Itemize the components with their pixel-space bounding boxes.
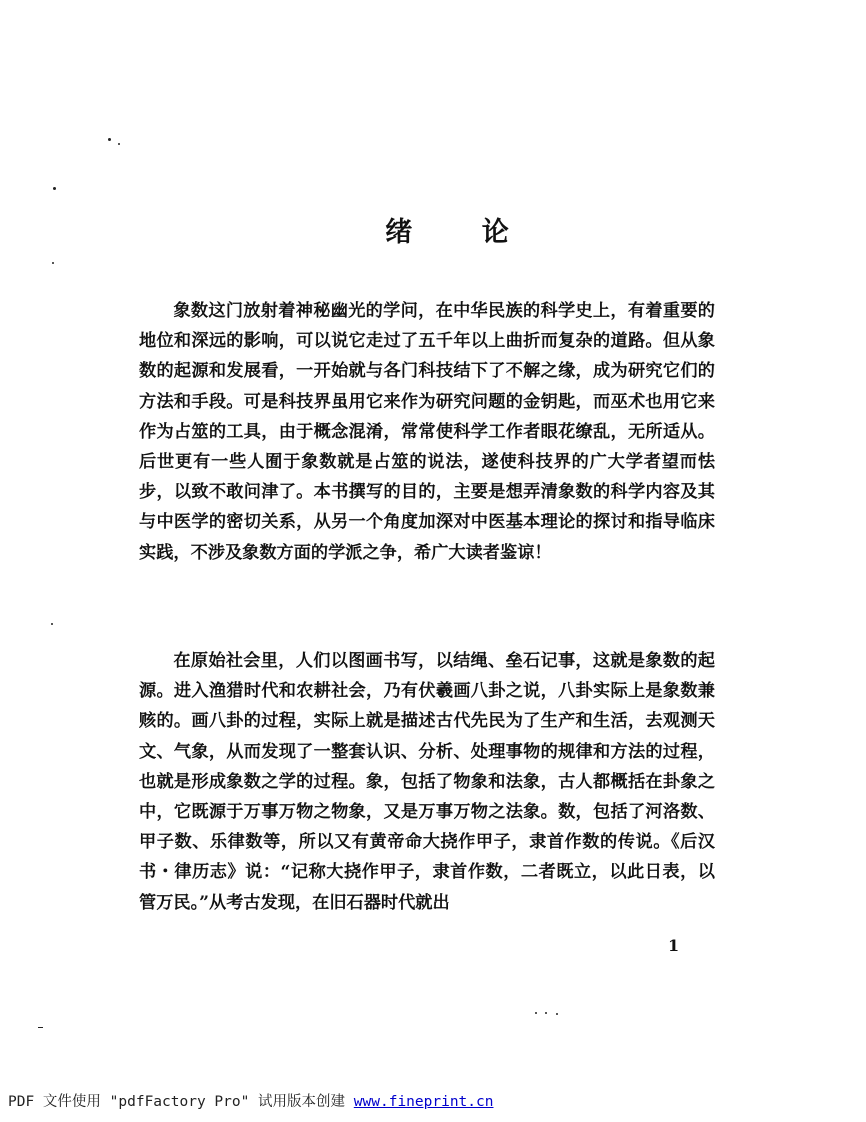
scan-speck: [556, 1013, 558, 1015]
footer-link[interactable]: www.fineprint.cn: [353, 1094, 494, 1110]
scan-speck: [535, 1012, 537, 1014]
scan-speck: [51, 623, 53, 625]
scan-speck: [545, 1012, 547, 1014]
paragraph-text: 象数这门放射着神秘幽光的学问，在中华民族的科学史上，有着重要的地位和深远的影响，可以说它走过了五千年以上曲折而复杂的道路。但从象数的起源和发展看，一开始就与各门科技结下了不解之缘，成为研究它们的方法和手段。可是科技界虽用它来作为研究问题的金钥匙，而巫术也用它来作为占筮的工具，由于概念混淆，常常使科学工作者眼花缭乱，无所适从。后世更有一些人囿于象数就是占筮的说法，遂使科技界的广大学者望而怯步，以致不敢问津了。本书撰写的目的，主要是想弄清象数的科学内容及其与中医学的密切关系，从另一个角度加深对中医基本理论的探讨和指导临床实践，不涉及象数方面的学派之争，希广大读者鉴谅！: [139, 301, 715, 563]
scan-speck: [53, 187, 56, 190]
pdf-footer: [8, 1090, 493, 1111]
footer-text: PDF 文件使用 "pdfFactory Pro" 试用版本创建: [8, 1094, 354, 1110]
page-number: 1: [668, 936, 680, 955]
scan-speck: [118, 143, 120, 145]
body-paragraph-1: [139, 296, 715, 568]
scan-speck: [52, 262, 54, 264]
page-title: 绪 论: [385, 217, 539, 248]
scan-speck: [38, 1027, 43, 1028]
paragraph-text: 在原始社会里，人们以图画书写，以结绳、垒石记事，这就是象数的起源。进入渔猎时代和农耕社会，乃有伏羲画八卦之说，八卦实际上是象数兼赅的。画八卦的过程，实际上就是描述古代先民为了生产和生活，去观测天文、气象，从而发现了一整套认识、分析、处理事物的规律和方法的过程，也就是形成象数之学的过程。象，包括了物象和法象，古人都概括在卦象之中，它既源于万事万物之物象，又是万事万物之法象。数，包括了河洛数、甲子数、乐律数等，所以又有黄帝命大挠作甲子，隶首作数的传说。《后汉书・律历志》说：“记称大挠作甲子，隶首作数，二者既立，以此日表，以管万民。”从考古发现，在旧石器时代就出: [139, 651, 715, 913]
scan-speck: [108, 138, 111, 141]
body-paragraph-2: [139, 646, 715, 918]
